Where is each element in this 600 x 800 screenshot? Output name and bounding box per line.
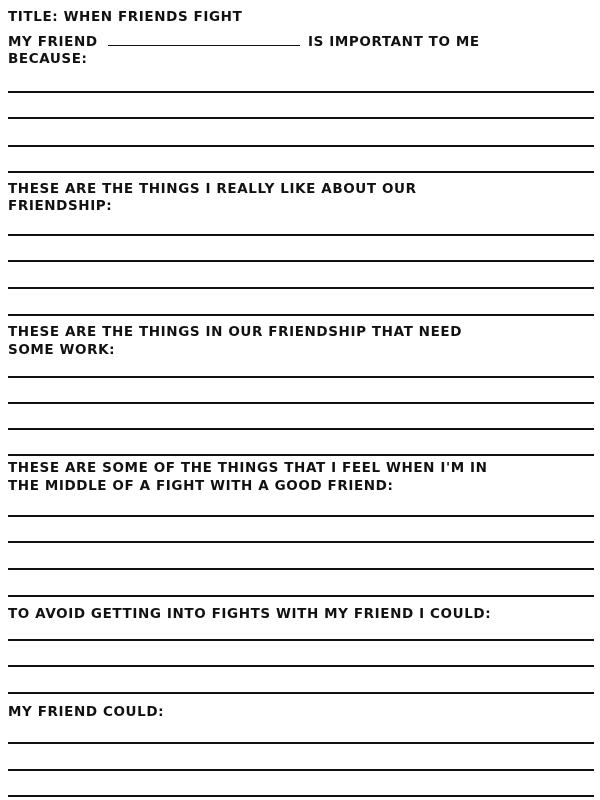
answer-line[interactable]: [8, 795, 594, 797]
prompt-likes-line2: FRIENDSHIP:: [8, 198, 113, 214]
answer-line[interactable]: [8, 665, 594, 667]
answer-line[interactable]: [8, 260, 594, 262]
answer-line[interactable]: [8, 91, 594, 93]
answer-line[interactable]: [8, 117, 594, 119]
answer-line[interactable]: [8, 692, 594, 694]
answer-line[interactable]: [8, 742, 594, 744]
answer-line[interactable]: [8, 376, 594, 378]
answer-line[interactable]: [8, 595, 594, 597]
prompt-feelings-line2: THE MIDDLE OF A FIGHT WITH A GOOD FRIEND:: [8, 478, 394, 494]
answer-line[interactable]: [8, 287, 594, 289]
answer-line[interactable]: [8, 402, 594, 404]
prompt-feelings-line1: THESE ARE SOME OF THE THINGS THAT I FEEL WHEN I'M IN: [8, 460, 488, 476]
prompt-likes-line1: THESE ARE THE THINGS I REALLY LIKE ABOUT OUR: [8, 181, 417, 197]
answer-line[interactable]: [8, 234, 594, 236]
answer-line[interactable]: [8, 769, 594, 771]
answer-line[interactable]: [8, 314, 594, 316]
friend-name-blank[interactable]: [108, 45, 300, 46]
worksheet-title: TITLE: WHEN FRIENDS FIGHT: [8, 9, 243, 25]
answer-line[interactable]: [8, 428, 594, 430]
prompt-needs-work-line1: THESE ARE THE THINGS IN OUR FRIENDSHIP THAT NEED: [8, 324, 463, 340]
answer-line[interactable]: [8, 145, 594, 147]
answer-line[interactable]: [8, 639, 594, 641]
prompt-needs-work-line2: SOME WORK:: [8, 342, 116, 358]
answer-line[interactable]: [8, 568, 594, 570]
prompt-friend-could: MY FRIEND COULD:: [8, 704, 165, 720]
prompt-avoid-fights: TO AVOID GETTING INTO FIGHTS WITH MY FRIEND I COULD:: [8, 606, 492, 622]
intro-prompt-start: MY FRIEND: [8, 34, 98, 50]
answer-line[interactable]: [8, 515, 594, 517]
answer-line[interactable]: [8, 541, 594, 543]
answer-line[interactable]: [8, 454, 594, 456]
answer-line[interactable]: [8, 171, 594, 173]
intro-prompt-end: IS IMPORTANT TO ME: [308, 34, 480, 50]
intro-prompt-continuation: BECAUSE:: [8, 51, 88, 67]
